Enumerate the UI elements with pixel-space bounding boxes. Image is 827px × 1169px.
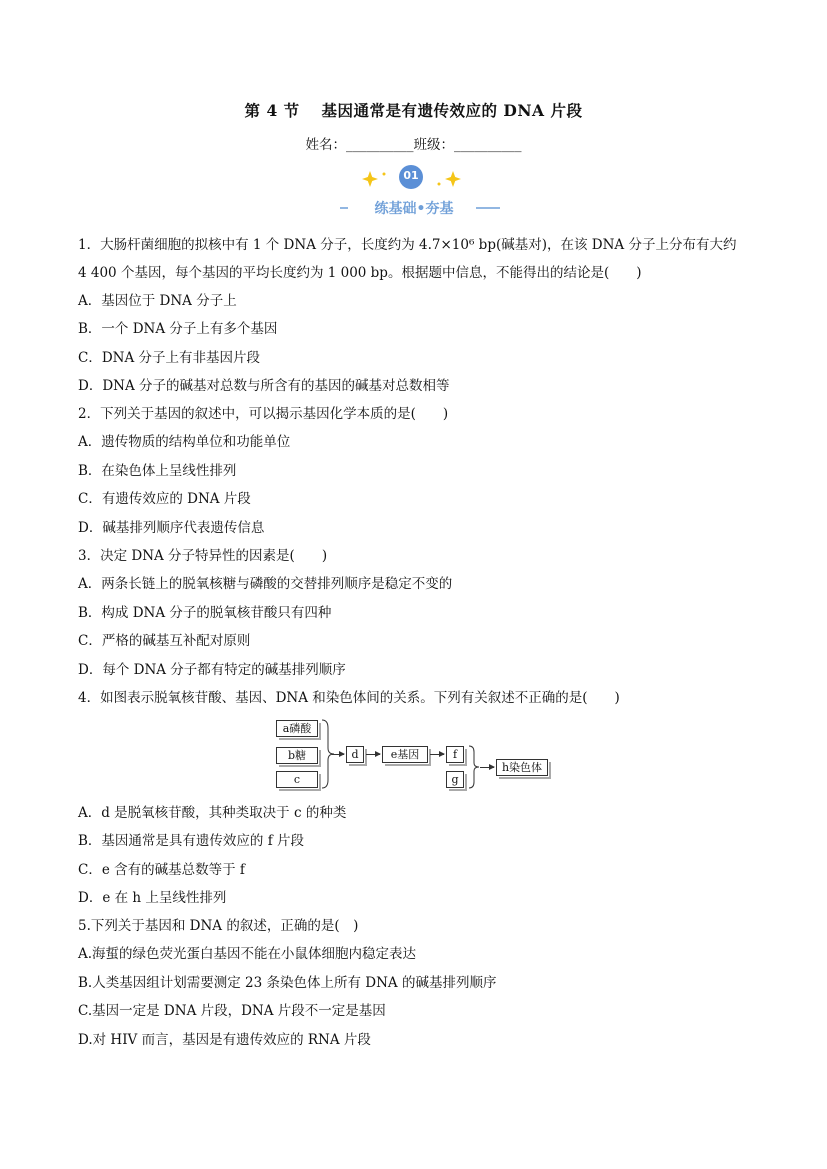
name-class-line: 姓名：__________班级：__________ [305, 137, 522, 153]
relationship-diagram [270, 716, 560, 792]
arrow-to-d [332, 754, 344, 755]
question-1-option-a: A．基因位于 DNA 分子上 [78, 293, 237, 309]
diagram-box-c: c [276, 771, 318, 788]
section-number: 01 [403, 169, 419, 182]
question-1-option-b: B．一个 DNA 分子上有多个基因 [78, 321, 278, 337]
question-2-option-a: A．遗传物质的结构单位和功能单位 [78, 434, 291, 450]
question-5-option-a: A.海蜇的绿色荧光蛋白基因不能在小鼠体细胞内稳定表达 [78, 946, 417, 962]
page-title: 第 4 节 基因通常是有遗传效应的 DNA 片段 [244, 101, 583, 120]
question-3-option-a: A．两条长链上的脱氧核糖与磷酸的交替排列顺序是稳定不变的 [78, 576, 453, 592]
arrow-to-f [430, 754, 444, 755]
question-1-stem-continued: 4 400 个基因，每个基因的平均长度约为 1 000 bp。根据题中信息，不能得出的结论是( ) [78, 265, 642, 281]
question-5-option-b: B.人类基因组计划需要测定 23 条染色体上所有 DNA 的碱基排列顺序 [78, 975, 497, 991]
question-2-option-b: B．在染色体上呈线性排列 [78, 463, 237, 479]
question-5-option-c: C.基因一定是 DNA 片段，DNA 片段不一定是基因 [78, 1003, 386, 1019]
question-1-option-c: C．DNA 分子上有非基因片段 [78, 350, 261, 366]
section-banner [340, 160, 500, 224]
question-1-option-d: D．DNA 分子的碱基对总数与所含有的基因的碱基对总数相等 [78, 378, 450, 394]
star-icon [445, 171, 461, 187]
arrow-to-e [366, 754, 380, 755]
question-4-option-d: D．e 在 h 上呈线性排列 [78, 890, 227, 906]
diagram-box-e: e基因 [382, 746, 428, 763]
diagram-box-b: b糖 [276, 747, 318, 764]
question-2-option-c: C．有遗传效应的 DNA 片段 [78, 491, 251, 507]
question-3-stem: 3．决定 DNA 分子特异性的因素是( ) [78, 548, 328, 564]
diagram-box-a: a磷酸 [276, 720, 318, 737]
question-3-option-d: D．每个 DNA 分子都有特定的碱基排列顺序 [78, 662, 346, 678]
diagram-box-f: f [446, 746, 464, 763]
diagram-box-g: g [446, 771, 464, 788]
question-4-option-c: C．e 含有的碱基总数等于 f [78, 862, 245, 878]
question-3-option-b: B．构成 DNA 分子的脱氧核苷酸只有四种 [78, 605, 332, 621]
question-5-option-d: D.对 HIV 而言，基因是有遗传效应的 RNA 片段 [78, 1032, 371, 1048]
question-4-option-b: B．基因通常是具有遗传效应的 f 片段 [78, 833, 304, 849]
section-banner-text: 练基础•夯基 [374, 201, 454, 217]
diagram-box-d: d [346, 746, 364, 763]
question-2-option-d: D．碱基排列顺序代表遗传信息 [78, 520, 265, 536]
question-5-stem: 5.下列关于基因和 DNA 的叙述，正确的是( ) [78, 918, 359, 934]
brace-right [467, 744, 481, 790]
question-2-stem: 2．下列关于基因的叙述中，可以揭示基因化学本质的是( ) [78, 406, 449, 422]
question-4-option-a: A．d 是脱氧核苷酸，其种类取决于 c 的种类 [78, 805, 347, 821]
arrow-to-h [480, 767, 494, 768]
diagram-box-h: h染色体 [496, 759, 548, 776]
star-icon [362, 171, 378, 187]
question-1-stem: 1．大肠杆菌细胞的拟核中有 1 个 DNA 分子，长度约为 4.7×10⁶ bp(碱基对)，在该 DNA 分子上分布有大约 [78, 237, 737, 253]
question-4-stem: 4．如图表示脱氧核苷酸、基因、DNA 和染色体间的关系。下列有关叙述不正确的是( ) [78, 690, 620, 706]
question-3-option-c: C．严格的碱基互补配对原则 [78, 633, 251, 649]
